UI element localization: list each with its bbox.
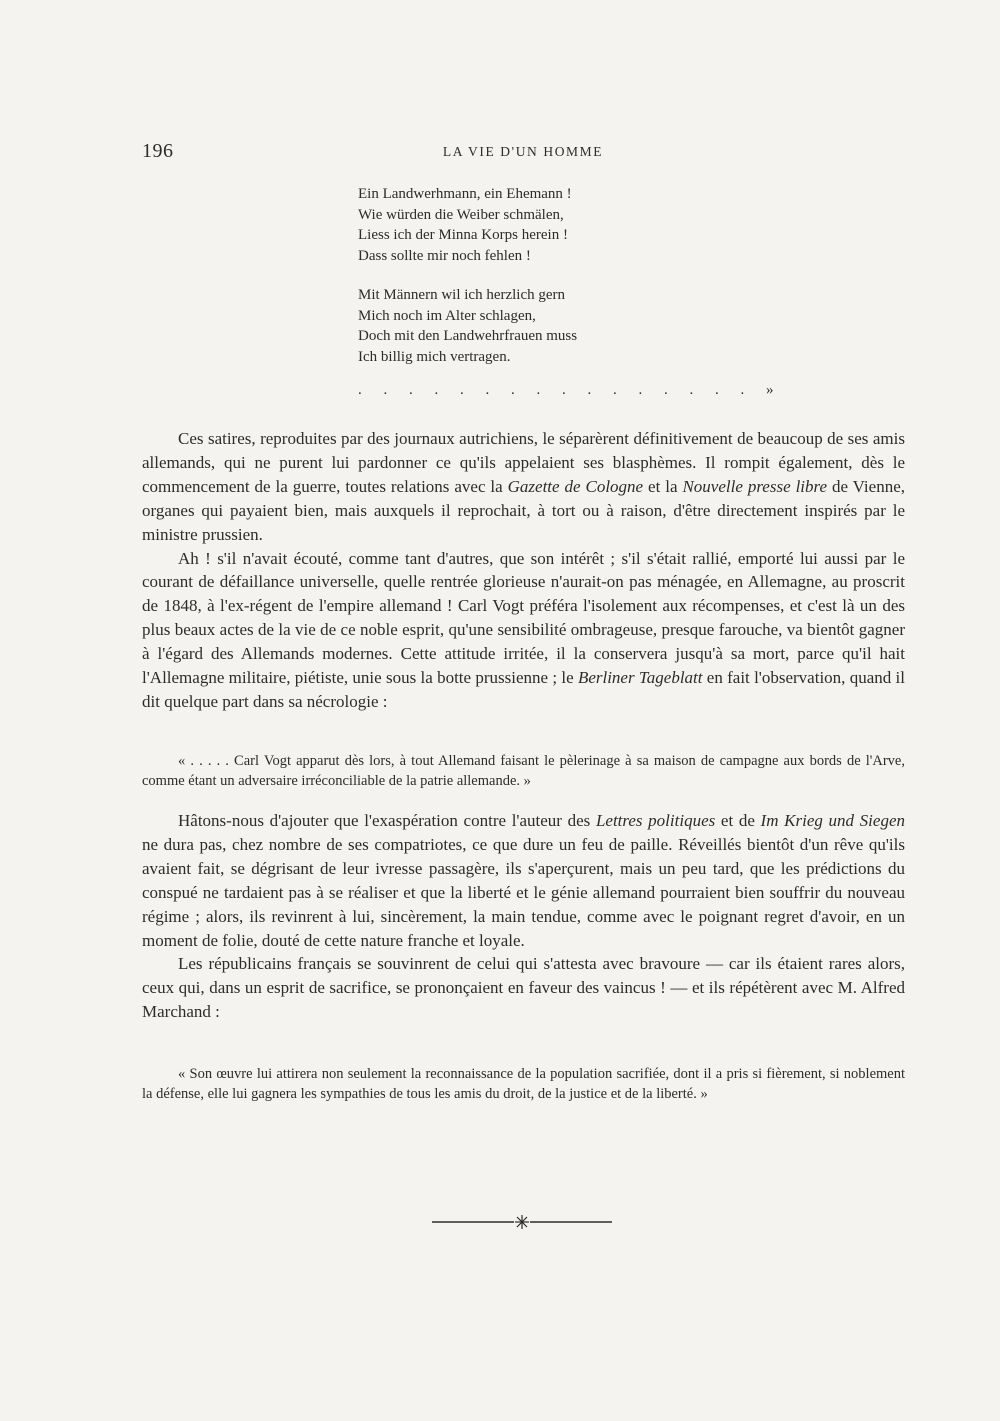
poem-line: Ein Landwerhmann, ein Ehemann ! <box>358 186 572 202</box>
paragraph-text: Ah ! s'il n'avait écouté, comme tant d'autres, que son intérêt ; s'il s'était rallié, emporté lui aussi par le courant de défaillance universelle, quelle rentrée glorieuse n'aurait-on pas ménagée, en Allemagne, au proscrit de 1848, à l'ex-régent de l'empire allemand ! Carl Vogt préféra l'isolement aux récompenses, et c'est là un des plus beaux actes de la vie de ce noble esprit, qu'une sensibilité ombrageuse, presque farouche, va bientôt gagner à l'égard des Allemands modernes. Cette attitude irritée, il la conservera jusqu'à sa mort, parce qu'il hait l'Allemagne militaire, piétiste, unie sous la botte prussienne ; le <box>142 548 905 688</box>
block-quote-2 <box>142 1064 905 1104</box>
book-title: Lettres politiques <box>595 811 716 830</box>
newspaper-title: Gazette de Cologne <box>507 476 644 496</box>
poem-stanza-1 <box>358 184 577 266</box>
paragraph-text: et la <box>643 476 683 496</box>
paragraph-4: Les républicains français se souvinrent de celui qui s'attesta avec bravoure — car ils étaient rares alors, ceux qui, dans un esprit de sacrifice, se prononçaient en faveur des vaincus ! — et ils répétèrent avec M. Alfred Marchand : <box>142 954 905 1022</box>
block-quote-1 <box>142 751 905 791</box>
poem-line: Wie würden die Weiber schmälen, <box>358 206 564 223</box>
poem <box>358 184 577 386</box>
poem-line: Doch mit den Landwehrfrauen muss <box>358 328 578 344</box>
poem-stanza-2 <box>358 285 577 367</box>
paragraph-2 <box>142 547 905 714</box>
newspaper-title: Nouvelle presse libre <box>682 476 828 496</box>
body-block-2 <box>142 809 905 1024</box>
poem-line: Dass sollte mir noch fehlen ! <box>358 247 531 264</box>
paragraph-3 <box>142 809 905 952</box>
page-header <box>142 140 904 170</box>
newspaper-title: Berliner Tageblatt <box>577 668 703 688</box>
star-divider-icon <box>432 1214 612 1230</box>
quote-text: « . . . . . Carl Vogt apparut dès lors, à tout Allemand faisant le pèlerinage à sa maison de campagne aux bords de l'Arve, comme étant un adversaire irréconciliable de la patrie allemande. » <box>142 753 905 789</box>
running-title: LA VIE D'UN HOMME <box>442 144 604 159</box>
poem-line: Ich billig mich vertragen. <box>358 348 511 365</box>
poem-line: Mich noch im Alter schlagen, <box>358 307 536 324</box>
paragraph-1 <box>142 427 905 547</box>
paragraph-text: et de <box>715 811 761 830</box>
paragraph-text: ne dura pas, chez nombre de ses compatriotes, ce que dure un feu de paille. Réveillés bientôt d'un rêve qu'ils avaient fait, se dégrisant de leur ivresse passagère, ils s'aperçurent, mais un peu tard, que les prédictions du conspué ne tardaient pas à se réaliser et que la liberté et le génie allemand pourraient bien souffrir du nouveau régime ; alors, ils revinrent à lui, sincèrement, la main tendue, comme avec le poignant regret d'avoir, en un moment de folie, douté de cette nature franche et loyale. <box>142 834 905 950</box>
body-block-1 <box>142 427 905 714</box>
paragraph-text: Ces satires, reproduites par des journaux autrichiens, le séparèrent définitivement de beaucoup de ses amis allemands, qui ne purent lui pardonner ce qu'ils appelaient ses blasphèmes. Il rompit également, dès le commencement de la guerre, toutes relations avec la <box>142 429 905 496</box>
book-title: Im Krieg und Siegen <box>760 811 905 830</box>
paragraph-text: de Vienne, organes qui payaient bien, mais auxquels il reprochait, à tort ou à raison, d'être directement inspirés par le ministre prussien. <box>142 476 905 544</box>
page-number: 196 <box>142 140 174 162</box>
poem-line: Mit Männern wil ich herzlich gern <box>358 287 566 303</box>
poem-line: Liess ich der Minna Korps herein ! <box>358 227 568 243</box>
paragraph-text: en fait l'observation, quand il dit quelque part dans sa nécrologie : <box>142 668 905 711</box>
paragraph-text: Hâtons-nous d'ajouter que l'exaspération contre l'auteur des <box>178 811 596 830</box>
quote-text: « Son œuvre lui attirera non seulement la reconnaissance de la population sacrifiée, dont il a pris si fièrement, si noblement la défense, elle lui gagnera les sympathies de tous les amis du droit, de la justice et de la liberté. » <box>142 1066 905 1102</box>
poem-ellipsis: . . . . . . . . . . . . . . . . » <box>358 382 783 398</box>
